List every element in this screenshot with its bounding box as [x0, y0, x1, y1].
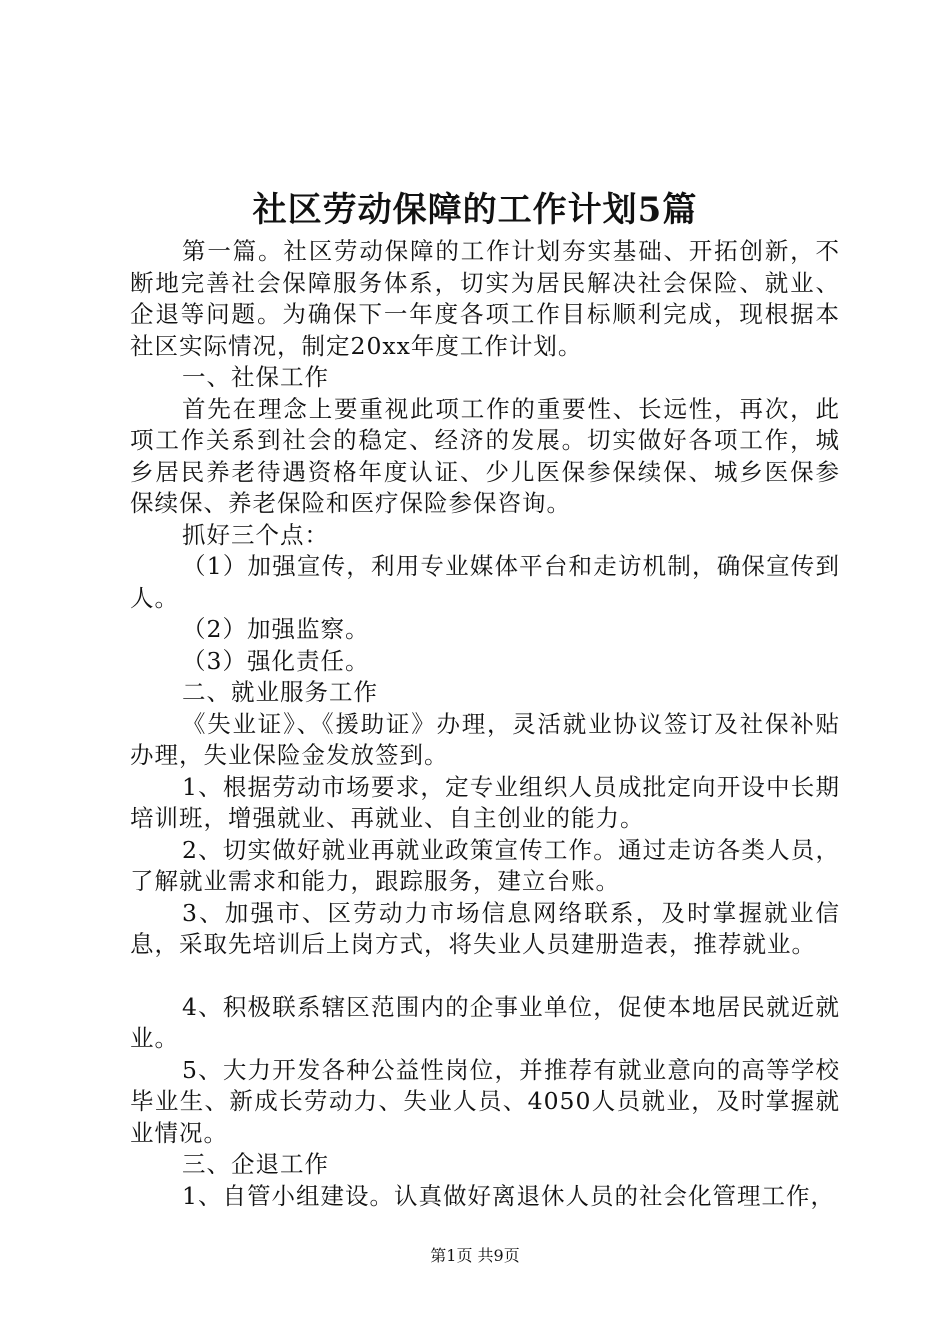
list-item-retirement-1: 1、自管小组建设。认真做好离退休人员的社会化管理工作， [182, 1181, 835, 1210]
section-heading-social-security: 一、社保工作 [182, 363, 329, 391]
list-item-employment-3: 3、加强市、区劳动力市场信息网络联系，及时掌握就业信息，采取先培训后上岗方式，将失业人员建册造表，推荐就业。 [130, 898, 840, 958]
list-item-employment-1: 1、根据劳动市场要求，定专业组织人员成批定向开设中长期培训班，增强就业、再就业、自主创业的能力。 [130, 772, 840, 832]
list-item-point-2: （2）加强监察。 [182, 615, 370, 643]
page-number: 第1页 共9页 [430, 1246, 520, 1265]
list-item-employment-5: 5、大力开发各种公益性岗位，并推荐有就业意向的高等学校毕业生、新成长劳动力、失业人员、4050人员就业，及时掌握就业情况。 [130, 1055, 840, 1147]
paragraph-intro: 第一篇。社区劳动保障的工作计划夯实基础、开拓创新，不断地完善社会保障服务体系，切实为居民解决社会保险、就业、企退等问题。为确保下一年度各项工作目标顺利完成，现根据本社区实际情况，制定20xx年度工作计划。 [130, 237, 840, 360]
paragraph-social-security: 首先在理念上要重视此项工作的重要性、长远性，再次，此项工作关系到社会的稳定、经济的发展。切实做好各项工作，城乡居民养老待遇资格年度认证、少儿医保参保续保、城乡医保参保续保、养老保险和医疗保险参保咨询。 [130, 394, 840, 517]
list-item-point-3: （3）强化责任。 [182, 646, 370, 675]
list-item-employment-2: 2、切实做好就业再就业政策宣传工作。通过走访各类人员，了解就业需求和能力，跟踪服务，建立台账。 [130, 835, 840, 895]
paragraph-spacer [130, 961, 840, 992]
section-heading-retirement: 三、企退工作 [182, 1150, 329, 1178]
paragraph-three-points: 抓好三个点： [182, 520, 329, 549]
section-heading-employment: 二、就业服务工作 [182, 678, 378, 706]
list-item-point-1: （1）加强宣传，利用专业媒体平台和走访机制，确保宣传到人。 [130, 552, 840, 612]
paragraph-certificates: 《失业证》、《援助证》办理，灵活就业协议签订及社保补贴办理，失业保险金发放签到。 [130, 709, 840, 769]
document-title: 社区劳动保障的工作计划5篇 [252, 190, 698, 230]
list-item-employment-4: 4、积极联系辖区范围内的企事业单位，促使本地居民就近就业。 [130, 992, 840, 1052]
document-body [130, 236, 840, 1212]
